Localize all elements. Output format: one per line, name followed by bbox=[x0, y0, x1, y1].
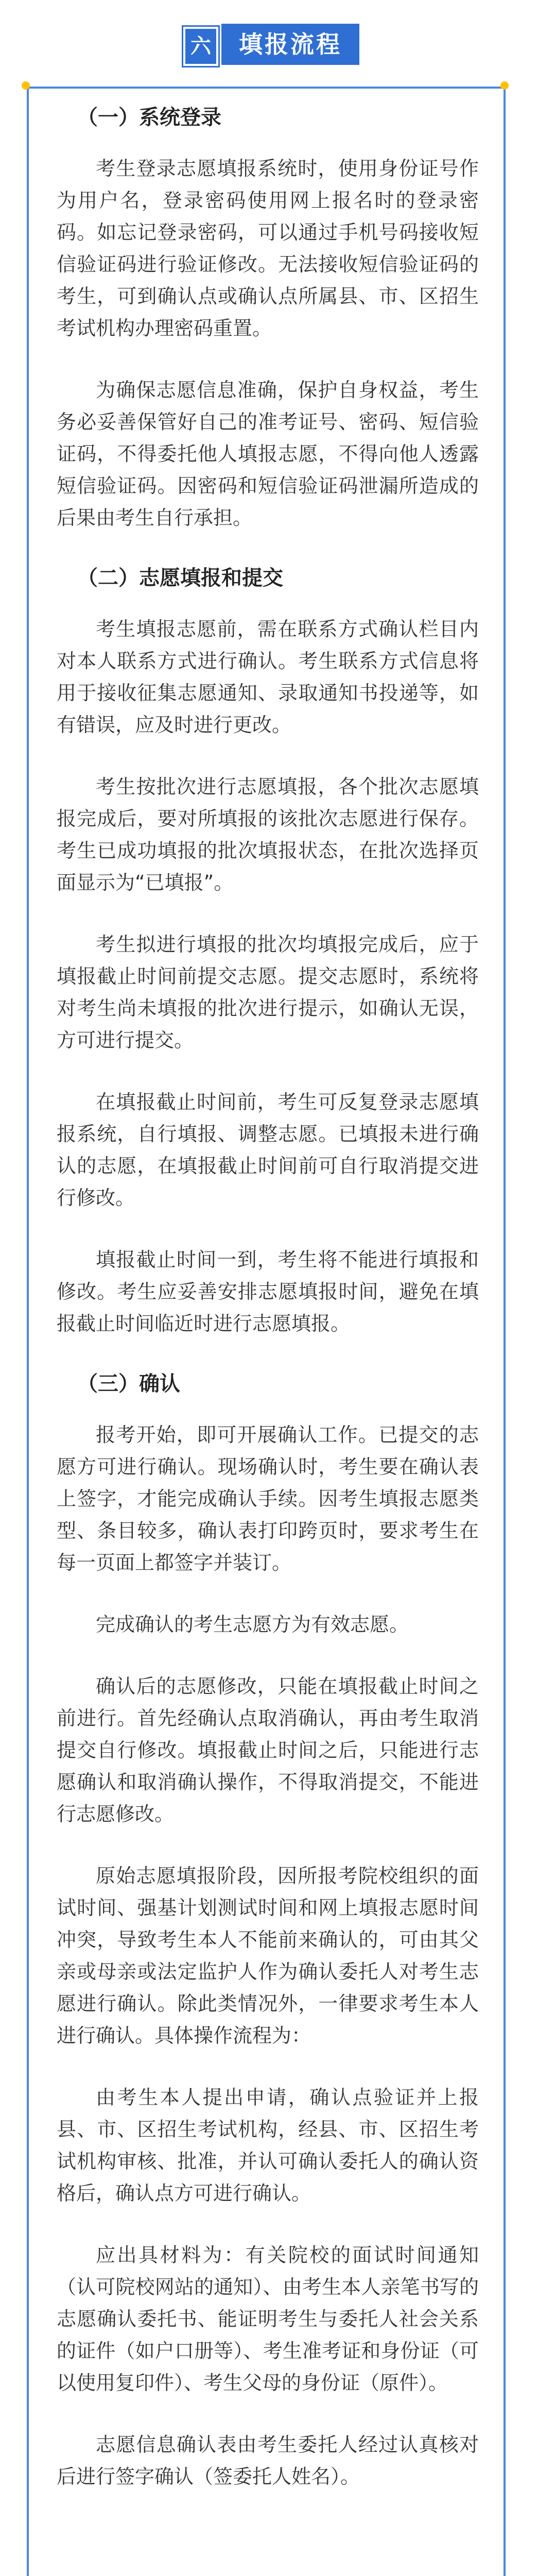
paragraph: 志愿信息确认表由考生委托人经过认真核对后进行签字确认（签委托人姓名）。 bbox=[57, 2433, 479, 2488]
page-title: 填报流程 bbox=[221, 24, 359, 65]
section-title-confirm: （三）确认 bbox=[77, 1372, 180, 1396]
paragraph: 完成确认的考生志愿方为有效志愿。 bbox=[96, 1613, 409, 1636]
paragraph: 在填报截止时间前，考生可反复登录志愿填报系统，自行填报、调整志愿。已填报未进行确认的志愿，在填报截止时间前可自行取消提交进行修改。 bbox=[57, 1091, 479, 1209]
paragraph: 为确保志愿信息准确，保护自身权益，考生务必妥善保管好自己的准考证号、密码、短信验证码，不得委托他人填报志愿，不得向他人透露短信验证码。因密码和短信验证码泄漏所造成的后果由考生自行承担。 bbox=[57, 379, 479, 529]
section-title-fill-submit: （二）志愿填报和提交 bbox=[77, 566, 283, 590]
article-body bbox=[57, 103, 479, 2522]
section-number-badge: 六 bbox=[183, 27, 218, 66]
paragraph: 由考生本人提出申请，确认点验证并上报县、市、区招生考试机构，经县、市、区招生考试机构审核、批准，并认可确认委托人的确认资格后，确认点方可进行确认。 bbox=[57, 2086, 479, 2205]
paragraph: 考生填报志愿前，需在联系方式确认栏目内对本人联系方式进行确认。考生联系方式信息将用于接收征集志愿通知、录取通知书投递等，如有错误，应及时进行更改。 bbox=[57, 618, 479, 736]
paragraph: 报考开始，即可开展确认工作。已提交的志愿方可进行确认。现场确认时，考生要在确认表上签字，才能完成确认手续。因考生填报志愿类型、条目较多，确认表打印跨页时，要求考生在每一页面上都签字并装订。 bbox=[57, 1423, 479, 1574]
corner-dot-icon bbox=[500, 81, 509, 90]
section-title-login: （一）系统登录 bbox=[77, 106, 221, 129]
paragraph: 应出具材料为：有关院校的面试时间通知（认可院校网站的通知）、由考生本人亲笔书写的志愿确认委托书、能证明考生与委托人社会关系的证件（如户口册等）、考生准考证和身份证（可以使用复印件）、考生父母的身份证（原件）。 bbox=[57, 2244, 479, 2394]
paragraph: 考生拟进行填报的批次均填报完成后，应于填报截止时间前提交志愿。提交志愿时，系统将对考生尚未填报的批次进行提示，如确认无误，方可进行提交。 bbox=[57, 933, 479, 1052]
corner-dot-icon bbox=[22, 81, 30, 90]
paragraph: 考生按批次进行志愿填报，各个批次志愿填报完成后，要对所填报的该批次志愿进行保存。考生已成功填报的批次填报状态，在批次选择页面显示为“已填报”。 bbox=[57, 775, 479, 894]
header bbox=[0, 0, 538, 77]
paragraph: 确认后的志愿修改，只能在填报截止时间之前进行。首先经确认点取消确认，再由考生取消提交自行修改。填报截止时间之后，只能进行志愿确认和取消确认操作，不得取消提交，不能进行志愿修改。 bbox=[57, 1675, 479, 1825]
paragraph: 考生登录志愿填报系统时，使用身份证号作为用户名，登录密码使用网上报名时的登录密码。如忘记登录密码，可以通过手机号码接收短信验证码进行验证修改。无法接收短信验证码的考生，可到确认点或确认点所属县、市、区招生考试机构办理密码重置。 bbox=[57, 157, 479, 340]
paragraph: 填报截止时间一到，考生将不能进行填报和修改。考生应妥善安排志愿填报时间，避免在填报截止时间临近时进行志愿填报。 bbox=[57, 1248, 479, 1335]
paragraph: 原始志愿填报阶段，因所报考院校组织的面试时间、强基计划测试时间和网上填报志愿时间冲突，导致考生本人不能前来确认的，可由其父亲或母亲或法定监护人作为确认委托人对考生志愿进行确认。除此类情况外，一律要求考生本人进行确认。具体操作流程为： bbox=[57, 1865, 479, 2047]
